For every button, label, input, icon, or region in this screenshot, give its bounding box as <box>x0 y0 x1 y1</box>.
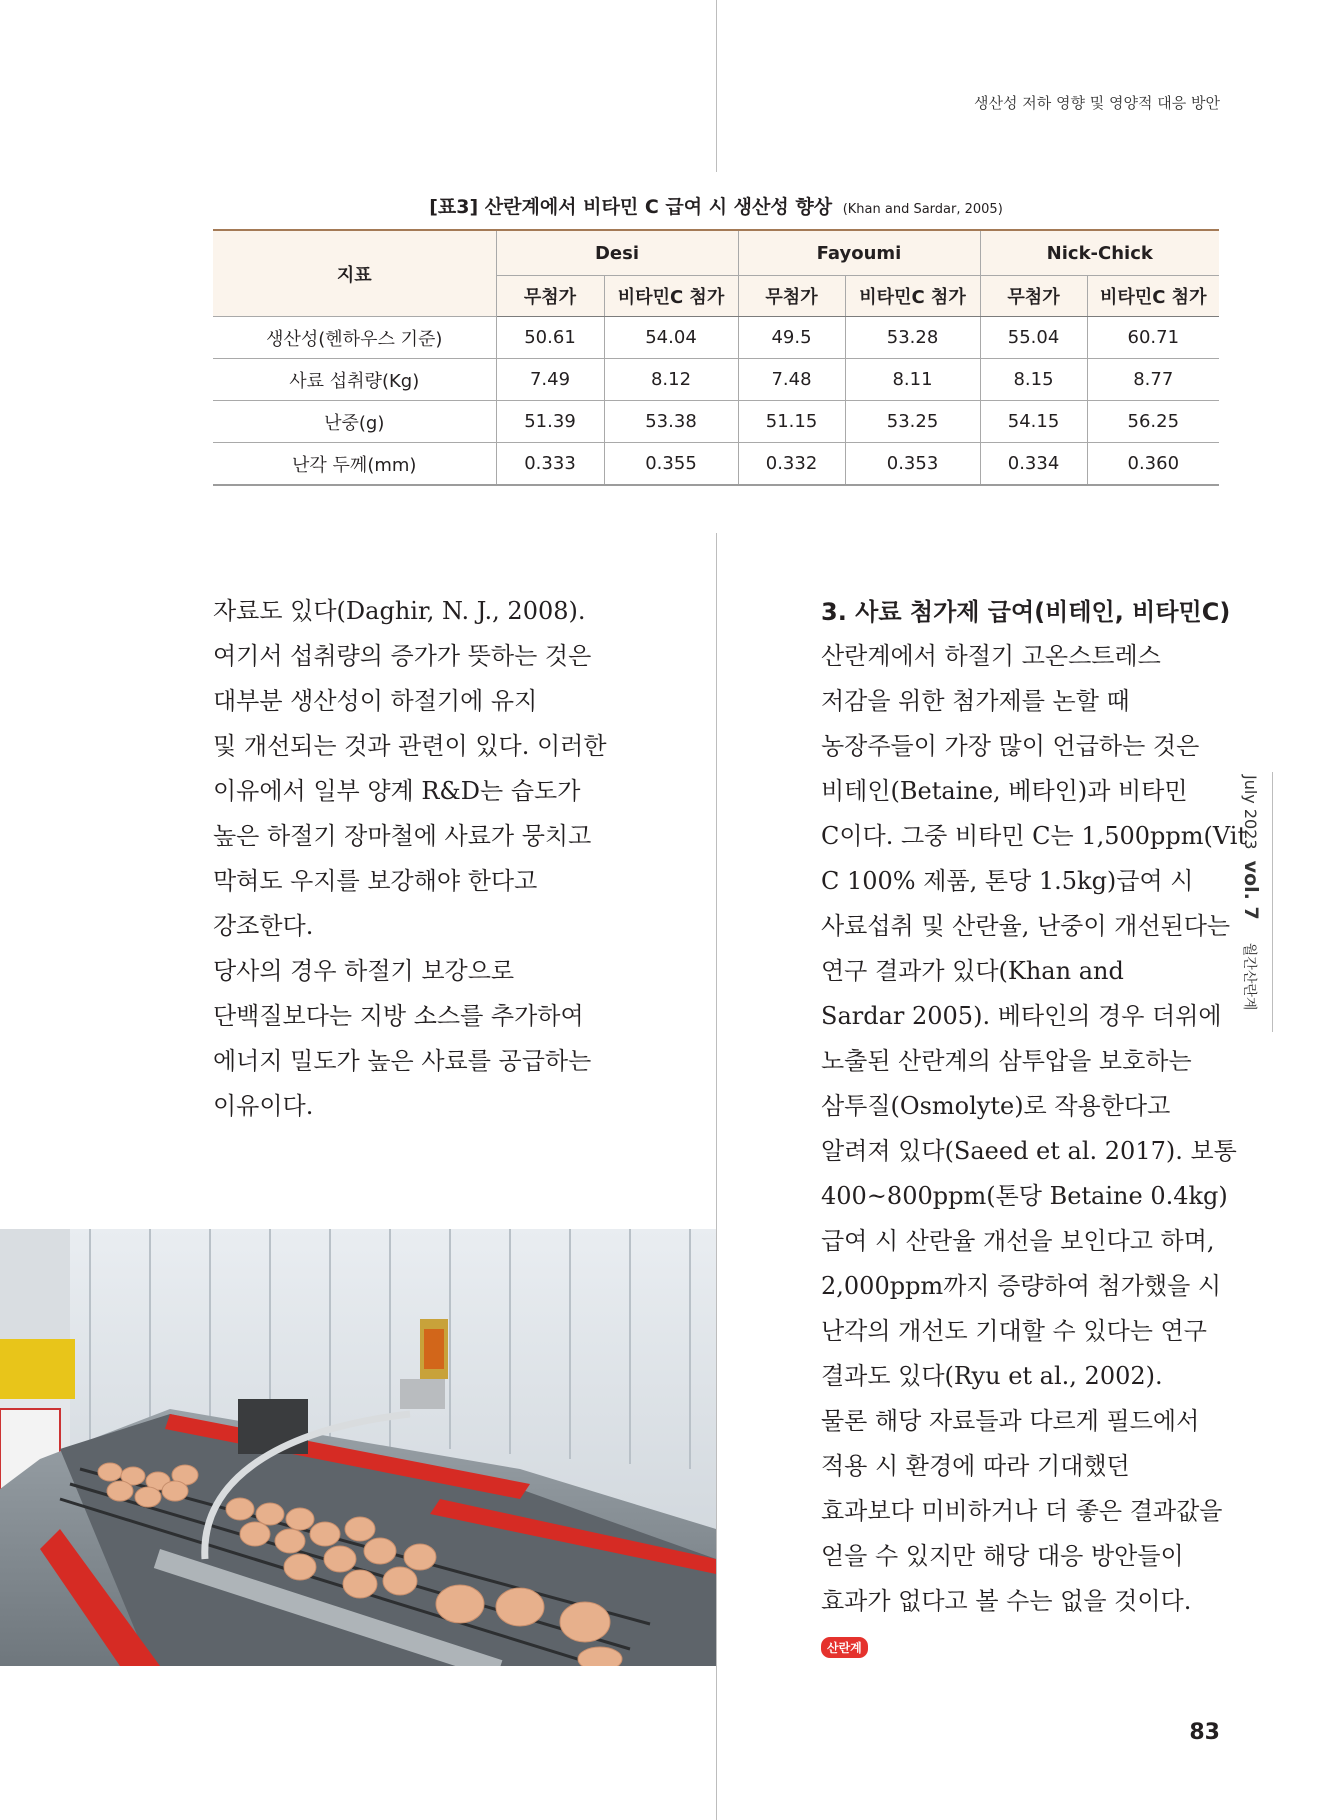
body-line: 400~800ppm(톤당 Betaine 0.4kg) <box>821 1182 1228 1210</box>
table-cell: 8.11 <box>845 359 980 401</box>
header-sub-vitc: 비타민C 첨가 <box>845 276 980 317</box>
header-sub-vitc: 비타민C 첨가 <box>604 276 738 317</box>
body-line: 비테인(Betaine, 베타인)과 비타민 <box>821 777 1188 805</box>
body-line: 2,000ppm까지 증량하여 첨가했을 시 <box>821 1272 1222 1300</box>
body-line: 적용 시 환경에 따라 기대했던 <box>821 1452 1130 1480</box>
table-cell: 51.39 <box>496 401 604 443</box>
issue-volume: vol. 7 <box>1240 860 1262 920</box>
header-sub-plain: 무첨가 <box>496 276 604 317</box>
table-cell: 53.38 <box>604 401 738 443</box>
table-cell: 53.25 <box>845 401 980 443</box>
body-line: 이유이다. <box>213 1092 314 1120</box>
table-caption-source: (Khan and Sardar, 2005) <box>842 202 1003 217</box>
body-line: 저감을 위한 첨가제를 논할 때 <box>821 687 1130 715</box>
body-line: C 100% 제품, 톤당 1.5kg)급여 시 <box>821 867 1194 895</box>
table-cell: 49.5 <box>738 317 845 359</box>
row-label: 사료 섭취량(Kg) <box>213 359 496 401</box>
table-cell: 8.12 <box>604 359 738 401</box>
body-line: 노출된 산란계의 삼투압을 보호하는 <box>821 1047 1192 1075</box>
left-body-text <box>213 589 607 1129</box>
body-line: 사료섭취 및 산란율, 난중이 개선된다는 <box>821 912 1231 940</box>
body-line: 급여 시 산란율 개선을 보인다고 하며, <box>821 1227 1215 1255</box>
table-cell: 54.04 <box>604 317 738 359</box>
body-line: 얻을 수 있지만 해당 대응 방안들이 <box>821 1542 1184 1570</box>
table-cell: 7.49 <box>496 359 604 401</box>
table-cell: 8.77 <box>1087 359 1219 401</box>
magazine-name: 월간산란계 <box>1241 942 1257 1011</box>
header-group-fayoumi: Fayoumi <box>738 230 980 276</box>
body-line: 삼투질(Osmolyte)로 작용한다고 <box>821 1092 1171 1120</box>
header-group-nick-chick: Nick-Chick <box>980 230 1219 276</box>
header-sub-vitc: 비타민C 첨가 <box>1087 276 1219 317</box>
body-line: 당사의 경우 하절기 보강으로 <box>213 957 515 985</box>
table-caption-title: [표3] 산란계에서 비타민 C 급여 시 생산성 향상 <box>429 196 833 218</box>
table-caption <box>213 192 1219 219</box>
right-body-text <box>821 634 1247 1624</box>
header-indicator: 지표 <box>213 230 496 317</box>
row-label: 난각 두께(mm) <box>213 443 496 486</box>
body-line: 및 개선되는 것과 관련이 있다. 이러한 <box>213 732 607 760</box>
table-cell: 53.28 <box>845 317 980 359</box>
body-line: 연구 결과가 있다(Khan and <box>821 957 1124 985</box>
body-line: C이다. 그중 비타민 C는 1,500ppm(Vit <box>821 822 1248 850</box>
body-line: 산란계에서 하절기 고온스트레스 <box>821 642 1161 670</box>
table-cell: 0.332 <box>738 443 845 486</box>
middle-column-divider <box>716 533 717 1820</box>
header-group-desi: Desi <box>496 230 738 276</box>
body-line: 효과가 없다고 볼 수는 없을 것이다. <box>821 1587 1192 1615</box>
side-tab-divider <box>1272 772 1273 1032</box>
issue-date: July 2023 <box>1241 775 1260 850</box>
end-mark-logo: 산란계 <box>821 1637 868 1658</box>
body-line: 농장주들이 가장 많이 언급하는 것은 <box>821 732 1200 760</box>
body-line: 자료도 있다(Daghir, N. J., 2008). <box>213 597 586 625</box>
body-line: 알려져 있다(Saeed et al. 2017). 보통 <box>821 1137 1237 1165</box>
table-cell: 50.61 <box>496 317 604 359</box>
running-header: 생산성 저하 영향 및 영양적 대응 방안 <box>974 94 1220 112</box>
body-line: 높은 하절기 장마철에 사료가 뭉치고 <box>213 822 592 850</box>
table-row <box>213 443 1219 486</box>
table-cell: 0.360 <box>1087 443 1219 486</box>
body-line: 효과보다 미비하거나 더 좋은 결과값을 <box>821 1497 1223 1525</box>
section-heading: 3. 사료 첨가제 급여(비테인, 비타민C) <box>821 598 1231 626</box>
table-row <box>213 401 1219 443</box>
body-line: 이유에서 일부 양계 R&D는 습도가 <box>213 777 581 805</box>
body-line: 난각의 개선도 기대할 수 있다는 연구 <box>821 1317 1207 1345</box>
table-cell: 0.355 <box>604 443 738 486</box>
table-row <box>213 359 1219 401</box>
table-cell: 56.25 <box>1087 401 1219 443</box>
body-line: 에너지 밀도가 높은 사료를 공급하는 <box>213 1047 592 1075</box>
table-cell: 51.15 <box>738 401 845 443</box>
body-line: 막혀도 우지를 보강해야 한다고 <box>213 867 538 895</box>
body-line: 강조한다. <box>213 912 314 940</box>
header-sub-plain: 무첨가 <box>738 276 845 317</box>
body-line: Sardar 2005). 베타인의 경우 더위에 <box>821 1002 1222 1030</box>
table-cell: 0.333 <box>496 443 604 486</box>
page-number: 83 <box>1189 1720 1220 1745</box>
top-column-divider <box>716 0 717 172</box>
table-cell: 60.71 <box>1087 317 1219 359</box>
body-line: 결과도 있다(Ryu et al., 2002). <box>821 1362 1163 1390</box>
row-label: 생산성(헨하우스 기준) <box>213 317 496 359</box>
table-row <box>213 317 1219 359</box>
body-line: 여기서 섭취량의 증가가 뜻하는 것은 <box>213 642 592 670</box>
header-sub-plain: 무첨가 <box>980 276 1087 317</box>
table-cell: 7.48 <box>738 359 845 401</box>
table-cell: 8.15 <box>980 359 1087 401</box>
body-line: 물론 해당 자료들과 다르게 필드에서 <box>821 1407 1200 1435</box>
egg-conveyor-photo <box>0 1229 716 1666</box>
table-cell: 0.334 <box>980 443 1087 486</box>
row-label: 난중(g) <box>213 401 496 443</box>
table-cell: 54.15 <box>980 401 1087 443</box>
body-line: 단백질보다는 지방 소스를 추가하여 <box>213 1002 584 1030</box>
side-tab <box>1240 775 1262 1010</box>
body-line: 대부분 생산성이 하절기에 유지 <box>213 687 538 715</box>
table-cell: 0.353 <box>845 443 980 486</box>
table-cell: 55.04 <box>980 317 1087 359</box>
vitamin-c-productivity-table <box>213 229 1219 486</box>
